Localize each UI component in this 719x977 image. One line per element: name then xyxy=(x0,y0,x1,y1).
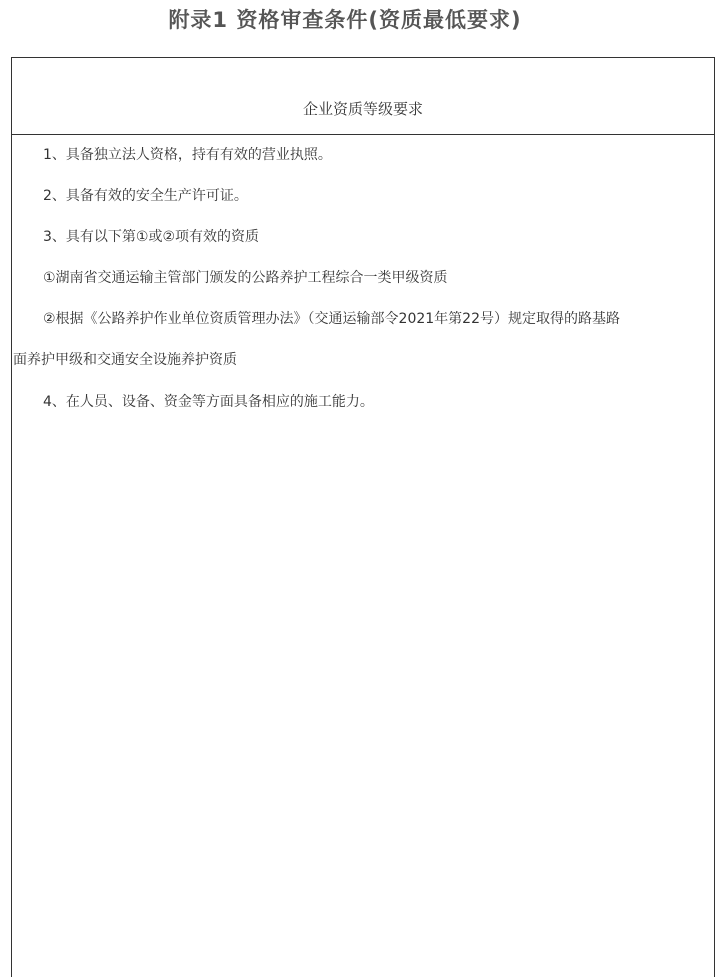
requirement-3-option-1: ①湖南省交通运输主管部门颁发的公路养护工程综合一类甲级资质 xyxy=(43,270,448,286)
requirements-table xyxy=(11,57,715,977)
requirement-3-option-2: ②根据《公路养护作业单位资质管理办法》（交通运输部令2021年第22号）规定取得的路基路 xyxy=(43,311,620,327)
requirement-3-option-2-continued: 面养护甲级和交通安全设施养护资质 xyxy=(13,352,237,368)
table-header xyxy=(12,58,714,135)
requirement-3: 3、具有以下第①或②项有效的资质 xyxy=(43,229,260,245)
requirement-2: 2、具备有效的安全生产许可证。 xyxy=(43,188,248,204)
requirement-1: 1、具备独立法人资格，持有有效的营业执照。 xyxy=(43,147,332,163)
requirement-4: 4、在人员、设备、资金等方面具备相应的施工能力。 xyxy=(43,394,374,410)
document-title: 附录1 资格审查条件(资质最低要求) xyxy=(168,8,522,32)
table-header-label: 企业资质等级要求 xyxy=(302,100,423,118)
